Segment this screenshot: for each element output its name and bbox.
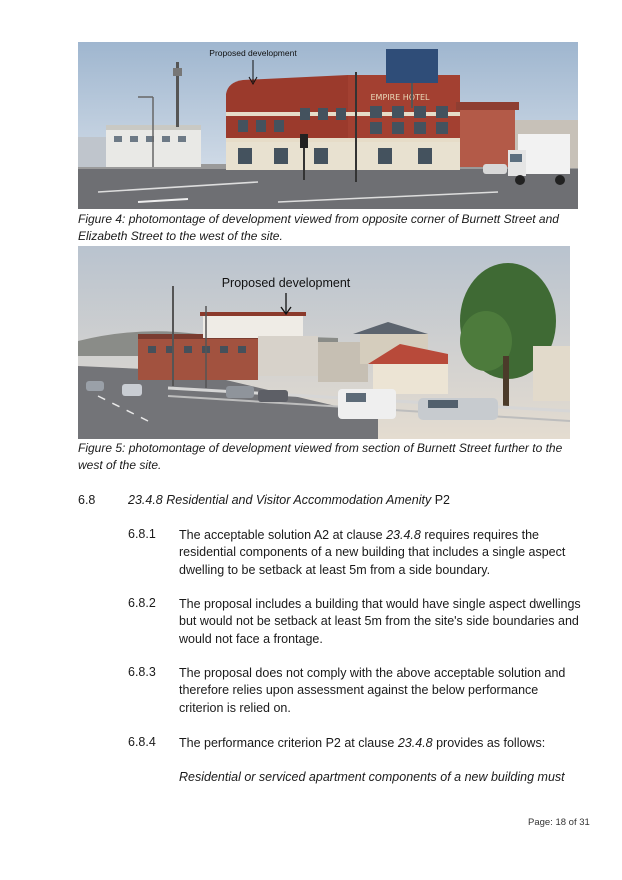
paragraph-text: The acceptable solution A2 at clause bbox=[179, 528, 387, 542]
figure-5-caption: Figure 5: photomontage of development viewed from section of Burnett Street further to the west of the site. bbox=[78, 441, 563, 472]
paragraph-6-8-2: The proposal includes a building that would have single aspect dwellings but would not be setback at least 5m from the site's side boundaries and would not face a frontage. bbox=[179, 597, 581, 646]
quoted-criterion bbox=[179, 769, 581, 786]
paragraph-6-8-1 bbox=[179, 527, 581, 579]
page-number: Page: 18 of 31 bbox=[528, 817, 590, 828]
section-number: 6.8 bbox=[78, 493, 96, 507]
section-suffix: P2 bbox=[434, 493, 450, 507]
clause-reference: 23.4.8 bbox=[386, 528, 421, 542]
paragraph-6-8-4 bbox=[179, 735, 581, 752]
paragraph-text: The performance criterion P2 at clause bbox=[179, 736, 398, 750]
paragraph-text: provides as follows: bbox=[432, 736, 546, 750]
quote-text: Residential or serviced apartment components of a new building must bbox=[179, 770, 565, 784]
building-sign: EMPIRE HOTEL bbox=[370, 93, 430, 102]
clause-reference: 23.4.8 bbox=[397, 736, 433, 750]
paragraph-number: 6.8.4 bbox=[128, 735, 156, 749]
figure-4-caption: Figure 4: photomontage of development viewed from opposite corner of Burnett Street and Elizabeth Street to the west of the site. bbox=[78, 212, 559, 243]
paragraph-number: 6.8.2 bbox=[128, 596, 156, 610]
figure-4-annotation: Proposed development bbox=[209, 48, 297, 58]
figure-5-annotation: Proposed development bbox=[221, 276, 351, 290]
section-title bbox=[128, 493, 450, 507]
section-title-text: Residential and Visitor Accommodation Amenity bbox=[166, 493, 432, 507]
paragraph-number: 6.8.1 bbox=[128, 527, 156, 541]
figure-5-photo bbox=[78, 246, 570, 439]
paragraph-number: 6.8.3 bbox=[128, 665, 156, 679]
figure-4-photo bbox=[78, 42, 578, 209]
paragraph-text: requires requires the residential components of a new building that includes a single aspect dwelling to be setback at least 5m from a side boundary. bbox=[179, 528, 566, 577]
paragraph-6-8-3: The proposal does not comply with the above acceptable solution and therefore relies upon assessment against the below performance criterion is relied on. bbox=[179, 666, 566, 715]
section-clause: 23.4.8 bbox=[128, 493, 163, 507]
